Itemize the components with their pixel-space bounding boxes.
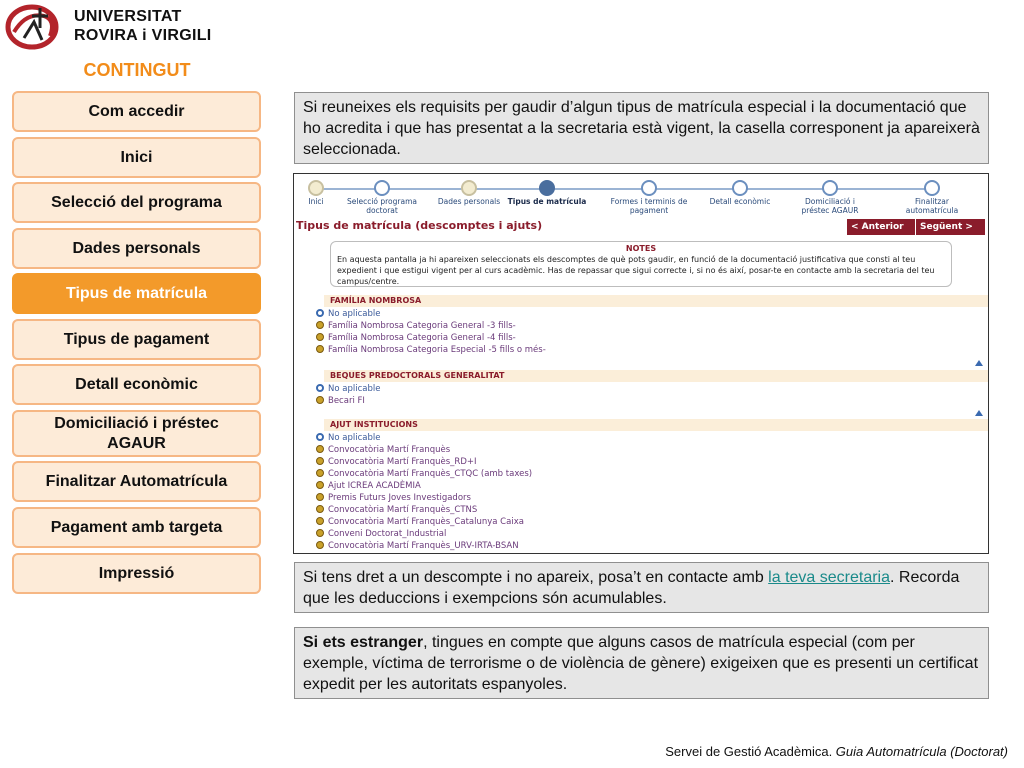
option-radio[interactable] [316, 456, 477, 468]
radio-icon [316, 481, 324, 489]
step-label: Finalitzar automatrícula [905, 197, 959, 215]
group-header-familia-nombrosa: FAMÍLIA NOMBROSA [324, 295, 988, 307]
group-header-ajut-institucions: AJUT INSTITUCIONS [324, 419, 988, 431]
nav-tipus-pagament[interactable]: Tipus de pagament [12, 319, 261, 360]
step-dot [539, 180, 555, 196]
step-label: Inici [308, 197, 324, 206]
step-detall-economic[interactable] [700, 180, 780, 206]
step-label: Selecció programa doctorat [347, 197, 417, 215]
step-dot [924, 180, 940, 196]
radio-selected-icon [316, 384, 324, 392]
step-dot [822, 180, 838, 196]
step-label: Tipus de matrícula [507, 197, 587, 206]
step-dot [732, 180, 748, 196]
info-text: , tingues en compte que alguns casos de matrícula especial (com per exemple, víctima de terrorisme o de violència de gènere) exigeixen que es presenti un certificat expedit per les autoritats espanyoles. [303, 634, 979, 693]
option-radio[interactable] [316, 308, 380, 320]
radio-icon [316, 529, 324, 537]
section-title: Tipus de matrícula (descomptes i ajuts) [296, 219, 543, 232]
option-radio[interactable] [316, 504, 477, 516]
radio-icon [316, 333, 324, 341]
radio-icon [316, 541, 324, 549]
option-label: Convocatòria Martí Franquès_URV-IRTA-BSAN [328, 541, 519, 551]
nav-domiciliacio-agaur[interactable]: Domiciliació i préstec AGAUR [12, 410, 261, 457]
option-radio[interactable] [316, 432, 380, 444]
nav-tipus-matricula[interactable]: Tipus de matrícula [12, 273, 261, 314]
option-label: Família Nombrosa Categoria General -3 fills- [328, 321, 516, 331]
info-box-requirements [294, 92, 989, 164]
option-label: Conveni Doctorat_Industrial [328, 529, 447, 539]
nav-finalitzar[interactable]: Finalitzar Automatrícula [12, 461, 261, 502]
info-box-discount [294, 562, 989, 613]
nav-pagament-targeta[interactable]: Pagament amb targeta [12, 507, 261, 548]
option-label: Família Nombrosa Categoria Especial -5 fills o més- [328, 345, 546, 355]
option-label: Convocatòria Martí Franquès_Catalunya Caixa [328, 517, 524, 527]
step-seleccio[interactable] [342, 180, 422, 215]
step-dades[interactable] [429, 180, 509, 206]
option-radio[interactable] [316, 492, 471, 504]
option-radio[interactable] [316, 516, 524, 528]
radio-icon [316, 457, 324, 465]
nav-inici[interactable]: Inici [12, 137, 261, 178]
step-tipus-matricula[interactable] [507, 180, 587, 206]
nav-impressio[interactable]: Impressió [12, 553, 261, 594]
footer-guide-title: Guia Automatrícula (Doctorat) [835, 744, 1008, 759]
option-radio[interactable] [316, 444, 450, 456]
option-label: Convocatòria Martí Franquès_CTQC (amb taxes) [328, 469, 533, 479]
step-dot [641, 180, 657, 196]
collapse-arrow-icon[interactable] [975, 360, 983, 366]
step-label: Detall econòmic [709, 197, 771, 206]
logo-line-2: ROVIRA i VIRGILI [74, 27, 212, 44]
notes-panel [330, 241, 952, 287]
option-radio[interactable] [316, 383, 380, 395]
collapse-arrow-icon[interactable] [975, 410, 983, 416]
radio-icon [316, 505, 324, 513]
option-radio[interactable] [316, 332, 516, 344]
option-radio[interactable] [316, 344, 546, 356]
nav-seleccio-programa[interactable]: Selecció del programa [12, 182, 261, 223]
option-label: Convocatòria Martí Franquès [328, 445, 451, 455]
radio-icon [316, 445, 324, 453]
option-label: No aplicable [328, 384, 381, 394]
radio-icon [316, 345, 324, 353]
progress-steps [294, 174, 988, 218]
step-finalitzar[interactable] [892, 180, 972, 215]
urv-emblem-icon [4, 2, 64, 50]
step-dot [461, 180, 477, 196]
radio-icon [316, 321, 324, 329]
notes-text: En aquesta pantalla ja hi apareixen seleccionats els descomptes de què pots gaudir, en funció de la documentació justificativa que consti al teu expedient i que estigui vigent per al curs acadèmic. Has de repassar que sigui correcte i, si no és així, posar-te en contacte amb la secretaria del teu campus/centre. [337, 255, 935, 286]
option-radio[interactable] [316, 540, 519, 552]
option-radio[interactable] [316, 320, 516, 332]
radio-selected-icon [316, 309, 324, 317]
option-label: Convocatòria Martí Franquès_CTNS [328, 505, 478, 515]
nav-dades-personals[interactable]: Dades personals [12, 228, 261, 269]
step-dot [308, 180, 324, 196]
step-label: Formes i terminis de pagament [610, 197, 688, 215]
radio-icon [316, 396, 324, 404]
footer-prefix: Servei de Gestió Acadèmica. [665, 744, 836, 759]
option-label: No aplicable [328, 309, 381, 319]
option-radio[interactable] [316, 395, 365, 407]
option-label: Ajut ICREA ACADÈMIA [328, 481, 421, 491]
info-bold-text: Si ets estranger [303, 634, 424, 651]
group-header-beques: BEQUES PREDOCTORALS GENERALITAT [324, 370, 988, 382]
previous-button[interactable]: < Anterior [847, 219, 915, 235]
info-text: Si reuneixes els requisits per gaudir d’algun tipus de matrícula especial i la documentació que ho acredita i que has presentat a la secretaria està vigent, la casella corresponent ja apareixerà seleccionada. [303, 99, 980, 158]
option-label: Família Nombrosa Categoria General -4 fills- [328, 333, 516, 343]
radio-icon [316, 517, 324, 525]
step-dot [374, 180, 390, 196]
radio-icon [316, 469, 324, 477]
option-label: Becari FI [328, 396, 365, 406]
option-label: Convocatòria Martí Franquès_RD+I [328, 457, 477, 467]
logo-line-1: UNIVERSITAT [74, 8, 182, 25]
next-button[interactable]: Següent > [916, 219, 985, 235]
info-text-after: . Recorda que les deduccions i exempcions són acumulables. [303, 569, 960, 607]
step-label: Domiciliació i préstec AGAUR [801, 197, 859, 215]
option-radio[interactable] [316, 528, 446, 540]
nav-detall-economic[interactable]: Detall econòmic [12, 364, 261, 405]
info-text-before: Si tens dret a un descompte i no apareix, posa’t en contacte amb [303, 569, 769, 586]
secretaria-link[interactable]: la teva secretaria [768, 569, 891, 586]
nav-com-accedir[interactable]: Com accedir [12, 91, 261, 132]
option-label: Premis Futurs Joves Investigadors [328, 493, 471, 503]
radio-selected-icon [316, 433, 324, 441]
urv-logo [4, 2, 212, 52]
step-formes-pagament[interactable] [609, 180, 689, 215]
option-radio[interactable] [316, 480, 421, 492]
notes-title: NOTES [625, 244, 657, 253]
step-label: Dades personals [437, 197, 501, 206]
radio-icon [316, 493, 324, 501]
option-label: No aplicable [328, 433, 381, 443]
contents-heading: CONTINGUT [83, 60, 191, 80]
option-radio[interactable] [316, 468, 532, 480]
info-box-foreigner [294, 627, 989, 699]
step-domiciliacio[interactable] [790, 180, 870, 215]
footer [665, 744, 1008, 759]
automatricula-screenshot [293, 173, 989, 554]
